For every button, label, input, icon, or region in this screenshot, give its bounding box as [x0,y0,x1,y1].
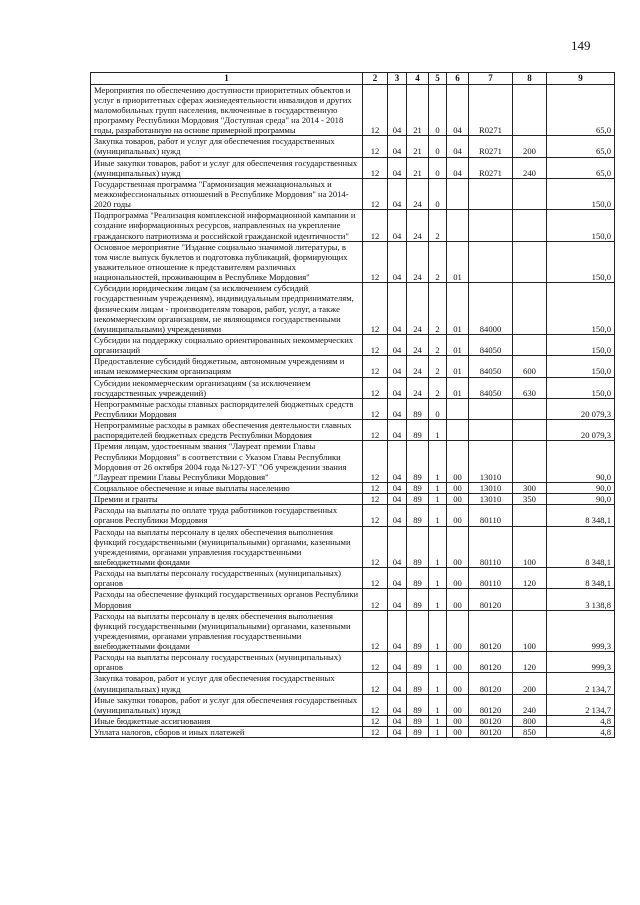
row-code-cell: 80110 [469,505,513,526]
row-code-cell: 24 [407,283,429,335]
row-name-cell: Иные закупки товаров, работ и услуг для обеспечения государственных (муниципальных) нужд [91,157,363,178]
row-code-cell: 2 [429,356,447,377]
row-code-cell: 00 [447,494,469,505]
row-code-cell: 04 [388,673,407,694]
row-code-cell: 00 [447,652,469,673]
row-name-cell: Предоставление субсидий бюджетным, автономным учреждениям и иным некоммерческим организациям [91,356,363,377]
row-code-cell: 120 [513,568,547,589]
row-code-cell: 1 [429,652,447,673]
table-row [91,589,615,610]
row-code-cell: 24 [407,178,429,209]
row-code-cell: 04 [388,136,407,157]
row-code-cell: 12 [363,157,388,178]
row-code-cell: 01 [447,356,469,377]
row-code-cell: 12 [363,210,388,241]
row-code-cell: 89 [407,727,429,738]
table-body [91,84,615,738]
row-name-cell: Расходы на выплаты персоналу в целях обеспечения выполнения функций государственными (муниципальными) органами, казенными учреждениями, органами управления государственными внебюджетными фондами [91,526,363,568]
row-code-cell: 80120 [469,673,513,694]
row-code-cell: 89 [407,694,429,715]
row-name-cell: Субсидии некоммерческим организациям (за исключением государственных учреждений) [91,377,363,398]
row-code-cell: 1 [429,589,447,610]
row-code-cell: 100 [513,610,547,652]
row-amount-cell: 65,0 [547,157,615,178]
row-code-cell: 12 [363,178,388,209]
row-code-cell: 00 [447,505,469,526]
row-amount-cell: 150,0 [547,178,615,209]
row-name-cell: Государственная программа "Гармонизация межнациональных и межконфессиональных отношений в Республике Мордовия" на 2014-2020 годы [91,178,363,209]
budget-table [90,72,615,738]
row-amount-cell: 90,0 [547,482,615,493]
row-code-cell [513,420,547,441]
row-amount-cell: 150,0 [547,377,615,398]
row-amount-cell: 8 348,1 [547,505,615,526]
row-amount-cell: 150,0 [547,356,615,377]
row-code-cell [513,589,547,610]
row-code-cell [513,84,547,136]
row-name-cell: Расходы на выплаты персоналу государственных (муниципальных) органов [91,568,363,589]
table-row [91,356,615,377]
row-code-cell: 240 [513,694,547,715]
row-code-cell: 00 [447,716,469,727]
row-code-cell: 1 [429,526,447,568]
table-row [91,441,615,483]
table-row [91,526,615,568]
row-code-cell: 04 [388,283,407,335]
row-amount-cell: 90,0 [547,441,615,483]
row-name-cell: Расходы на выплаты персоналу государственных (муниципальных) органов [91,652,363,673]
row-code-cell: 00 [447,568,469,589]
row-code-cell: 04 [388,420,407,441]
page-number: 149 [571,38,591,53]
row-code-cell: 12 [363,334,388,355]
row-code-cell: 00 [447,694,469,715]
row-name-cell: Подпрограмма "Реализация комплексной информационной кампании и создание информационных ресурсов, направленных на укрепление гражданского патриотизма и российской гражданской идентичности" [91,210,363,241]
row-code-cell: 2 [429,210,447,241]
row-code-cell: 12 [363,694,388,715]
row-code-cell: 100 [513,526,547,568]
row-name-cell: Иные бюджетные ассигнования [91,716,363,727]
row-code-cell: 13010 [469,482,513,493]
row-amount-cell: 8 348,1 [547,526,615,568]
table-row [91,420,615,441]
row-code-cell [513,178,547,209]
row-code-cell: 1 [429,420,447,441]
row-code-cell: 0 [429,84,447,136]
row-code-cell [513,334,547,355]
row-code-cell: 2 [429,377,447,398]
row-code-cell: 1 [429,505,447,526]
column-header: 3 [388,73,407,85]
row-code-cell: 04 [447,84,469,136]
table-row [91,241,615,283]
row-amount-cell: 3 138,8 [547,589,615,610]
row-code-cell: 04 [388,505,407,526]
row-code-cell: 80120 [469,727,513,738]
row-amount-cell: 65,0 [547,136,615,157]
row-code-cell [469,420,513,441]
row-code-cell: 89 [407,589,429,610]
row-code-cell: 04 [388,210,407,241]
row-code-cell: 21 [407,157,429,178]
row-code-cell: 1 [429,610,447,652]
row-name-cell: Социальное обеспечение и иные выплаты населению [91,482,363,493]
row-name-cell: Субсидии юридическим лицам (за исключением субсидий государственным учреждениям), индивидуальным предпринимателям, физическим лицам - производителям товаров, работ, услуг, а также некоммерческим организациям, не являющимся государственными (муниципальными) учреждениями [91,283,363,335]
row-code-cell [513,441,547,483]
row-code-cell: 1 [429,568,447,589]
row-code-cell: 89 [407,441,429,483]
row-code-cell: 04 [388,157,407,178]
row-code-cell: 12 [363,356,388,377]
row-code-cell: 12 [363,505,388,526]
row-code-cell [469,210,513,241]
row-code-cell: 04 [388,84,407,136]
row-name-cell: Расходы на выплаты персоналу в целях обеспечения выполнения функций государственными (муниципальными) органами, казенными учреждениями, органами управления государственными внебюджетными фондами [91,610,363,652]
row-code-cell: 00 [447,441,469,483]
table-row [91,178,615,209]
row-amount-cell: 150,0 [547,210,615,241]
row-code-cell [513,398,547,419]
row-code-cell: 04 [388,356,407,377]
row-code-cell: 80120 [469,610,513,652]
row-code-cell: 12 [363,652,388,673]
row-code-cell: 24 [407,334,429,355]
table-row [91,482,615,493]
row-name-cell: Непрограммные расходы главных распорядителей бюджетных средств Республики Мордовия [91,398,363,419]
row-code-cell: 04 [388,377,407,398]
row-code-cell: 2 [429,334,447,355]
row-code-cell: 12 [363,377,388,398]
row-code-cell: 1 [429,482,447,493]
row-code-cell: 1 [429,673,447,694]
row-code-cell: 04 [447,136,469,157]
row-code-cell: 12 [363,398,388,419]
row-name-cell: Мероприятия по обеспечению доступности приоритетных объектов и услуг в приоритетных сферах жизнедеятельности инвалидов и других маломобильных групп населения, включенные в государственную программу Республики Мордовия "Доступная среда" на 2014 - 2018 годы, разработанную на основе примерной программы [91,84,363,136]
row-code-cell: 80120 [469,716,513,727]
row-amount-cell: 90,0 [547,494,615,505]
row-code-cell: 04 [388,568,407,589]
row-code-cell: 1 [429,727,447,738]
row-code-cell: 12 [363,526,388,568]
header-row [91,73,615,85]
row-code-cell: 1 [429,441,447,483]
row-code-cell: 12 [363,441,388,483]
column-header: 2 [363,73,388,85]
row-code-cell [469,241,513,283]
row-name-cell: Закупка товаров, работ и услуг для обеспечения государственных (муниципальных) нужд [91,673,363,694]
row-code-cell: 24 [407,210,429,241]
row-code-cell [447,210,469,241]
row-code-cell [447,178,469,209]
row-code-cell: 200 [513,136,547,157]
table-row [91,505,615,526]
row-code-cell: 1 [429,694,447,715]
table-row [91,716,615,727]
row-code-cell: 04 [447,157,469,178]
row-code-cell: 800 [513,716,547,727]
row-amount-cell: 20 079,3 [547,420,615,441]
table-row [91,727,615,738]
row-code-cell: 0 [429,157,447,178]
row-code-cell: 89 [407,652,429,673]
row-name-cell: Премия лицам, удостоенным звания "Лауреат премии Главы Республики Мордовия" в соответствии с Указом Главы Республики Мордовия от 26 октября 2004 года №127-УГ "Об учреждении звания "Лауреат премии Главы Республики Мордовия" [91,441,363,483]
row-code-cell: 850 [513,727,547,738]
row-code-cell: 12 [363,136,388,157]
row-code-cell: 12 [363,589,388,610]
table-row [91,283,615,335]
row-name-cell: Расходы на обеспечение функций государственных органов Республики Мордовия [91,589,363,610]
row-amount-cell: 150,0 [547,283,615,335]
row-code-cell: 04 [388,441,407,483]
row-amount-cell: 20 079,3 [547,398,615,419]
row-code-cell: 04 [388,398,407,419]
table-row [91,334,615,355]
row-name-cell: Основное мероприятие "Издание социально значимой литературы, в том числе выпуск буклетов и подготовка публикаций, формирующих уважительное отношение к представителям различных национальностей, проживающим в Республике Мордовия" [91,241,363,283]
row-code-cell: 04 [388,716,407,727]
row-code-cell: 04 [388,652,407,673]
column-header: 4 [407,73,429,85]
row-code-cell: 13010 [469,441,513,483]
row-code-cell: 12 [363,610,388,652]
row-code-cell: 84050 [469,334,513,355]
row-code-cell: 04 [388,494,407,505]
column-header: 8 [513,73,547,85]
column-header: 7 [469,73,513,85]
column-header: 1 [91,73,363,85]
row-code-cell: 04 [388,610,407,652]
row-code-cell: 89 [407,673,429,694]
row-code-cell: 24 [407,241,429,283]
row-name-cell: Иные закупки товаров, работ и услуг для обеспечения государственных (муниципальных) нужд [91,694,363,715]
row-code-cell: 12 [363,568,388,589]
row-code-cell: 89 [407,420,429,441]
table-row [91,157,615,178]
row-code-cell: 80110 [469,568,513,589]
row-code-cell [447,398,469,419]
row-code-cell: 04 [388,178,407,209]
row-code-cell: 21 [407,84,429,136]
row-code-cell: 12 [363,84,388,136]
row-code-cell [513,210,547,241]
row-code-cell [513,241,547,283]
row-name-cell: Непрограммные расходы в рамках обеспечения деятельности главных распорядителей бюджетных средств Республики Мордовия [91,420,363,441]
row-code-cell: 84000 [469,283,513,335]
row-amount-cell: 999,3 [547,610,615,652]
row-code-cell: 24 [407,377,429,398]
row-code-cell: 00 [447,526,469,568]
row-name-cell: Премии и гранты [91,494,363,505]
row-code-cell: 12 [363,241,388,283]
row-code-cell: R0271 [469,84,513,136]
row-code-cell: 89 [407,398,429,419]
row-code-cell: 120 [513,652,547,673]
row-code-cell: 1 [429,494,447,505]
row-name-cell: Закупка товаров, работ и услуг для обеспечения государственных (муниципальных) нужд [91,136,363,157]
row-code-cell: 89 [407,568,429,589]
row-code-cell [447,420,469,441]
row-code-cell: 89 [407,610,429,652]
row-name-cell: Уплата налогов, сборов и иных платежей [91,727,363,738]
row-code-cell: 12 [363,727,388,738]
row-code-cell: 600 [513,356,547,377]
row-code-cell: 2 [429,241,447,283]
row-code-cell: 200 [513,673,547,694]
row-amount-cell: 150,0 [547,241,615,283]
row-code-cell: 04 [388,727,407,738]
row-code-cell: 01 [447,283,469,335]
row-code-cell: 00 [447,610,469,652]
row-code-cell: 1 [429,716,447,727]
table-row [91,610,615,652]
row-code-cell: 24 [407,356,429,377]
row-code-cell: 01 [447,377,469,398]
row-code-cell: 12 [363,494,388,505]
row-code-cell: 01 [447,334,469,355]
row-code-cell: 240 [513,157,547,178]
row-code-cell: 300 [513,482,547,493]
row-code-cell: 01 [447,241,469,283]
row-code-cell: 04 [388,694,407,715]
row-amount-cell: 65,0 [547,84,615,136]
row-amount-cell: 4,8 [547,716,615,727]
row-code-cell: 12 [363,283,388,335]
row-code-cell: 80110 [469,526,513,568]
table-row [91,136,615,157]
row-code-cell: 0 [429,136,447,157]
row-code-cell: 89 [407,494,429,505]
row-code-cell: 04 [388,334,407,355]
row-code-cell: 00 [447,727,469,738]
row-name-cell: Субсидии на поддержку социально ориентированных некоммерческих организаций [91,334,363,355]
row-code-cell: R0271 [469,136,513,157]
row-code-cell: 89 [407,526,429,568]
row-code-cell [469,178,513,209]
row-code-cell: 04 [388,482,407,493]
row-code-cell [469,398,513,419]
row-code-cell: 350 [513,494,547,505]
row-code-cell: 12 [363,482,388,493]
column-header: 9 [547,73,615,85]
row-code-cell: 89 [407,716,429,727]
row-code-cell: 13010 [469,494,513,505]
table-row [91,494,615,505]
row-name-cell: Расходы на выплаты по оплате труда работников государственных органов Республики Мордовия [91,505,363,526]
row-code-cell: 00 [447,673,469,694]
row-code-cell: 04 [388,589,407,610]
row-code-cell: 0 [429,398,447,419]
row-code-cell: 12 [363,420,388,441]
row-code-cell: 80120 [469,694,513,715]
row-code-cell: 80120 [469,652,513,673]
row-code-cell: 80120 [469,589,513,610]
table-row [91,84,615,136]
row-code-cell: 21 [407,136,429,157]
row-code-cell: 04 [388,241,407,283]
row-code-cell: R0271 [469,157,513,178]
table-row [91,568,615,589]
row-amount-cell: 999,3 [547,652,615,673]
column-header: 6 [447,73,469,85]
row-code-cell: 84050 [469,356,513,377]
row-code-cell: 89 [407,505,429,526]
row-code-cell: 04 [388,526,407,568]
row-code-cell: 630 [513,377,547,398]
row-code-cell [513,505,547,526]
row-code-cell: 00 [447,589,469,610]
table-row [91,377,615,398]
row-code-cell: 0 [429,178,447,209]
row-code-cell: 2 [429,283,447,335]
row-code-cell: 12 [363,716,388,727]
row-code-cell: 00 [447,482,469,493]
table-row [91,694,615,715]
row-amount-cell: 4,8 [547,727,615,738]
row-code-cell: 84050 [469,377,513,398]
row-code-cell: 89 [407,482,429,493]
row-amount-cell: 2 134,7 [547,673,615,694]
row-code-cell [513,283,547,335]
table-row [91,652,615,673]
row-amount-cell: 150,0 [547,334,615,355]
row-code-cell: 12 [363,673,388,694]
row-amount-cell: 2 134,7 [547,694,615,715]
table-row [91,210,615,241]
table-row [91,673,615,694]
column-header: 5 [429,73,447,85]
table-row [91,398,615,419]
row-amount-cell: 8 348,1 [547,568,615,589]
